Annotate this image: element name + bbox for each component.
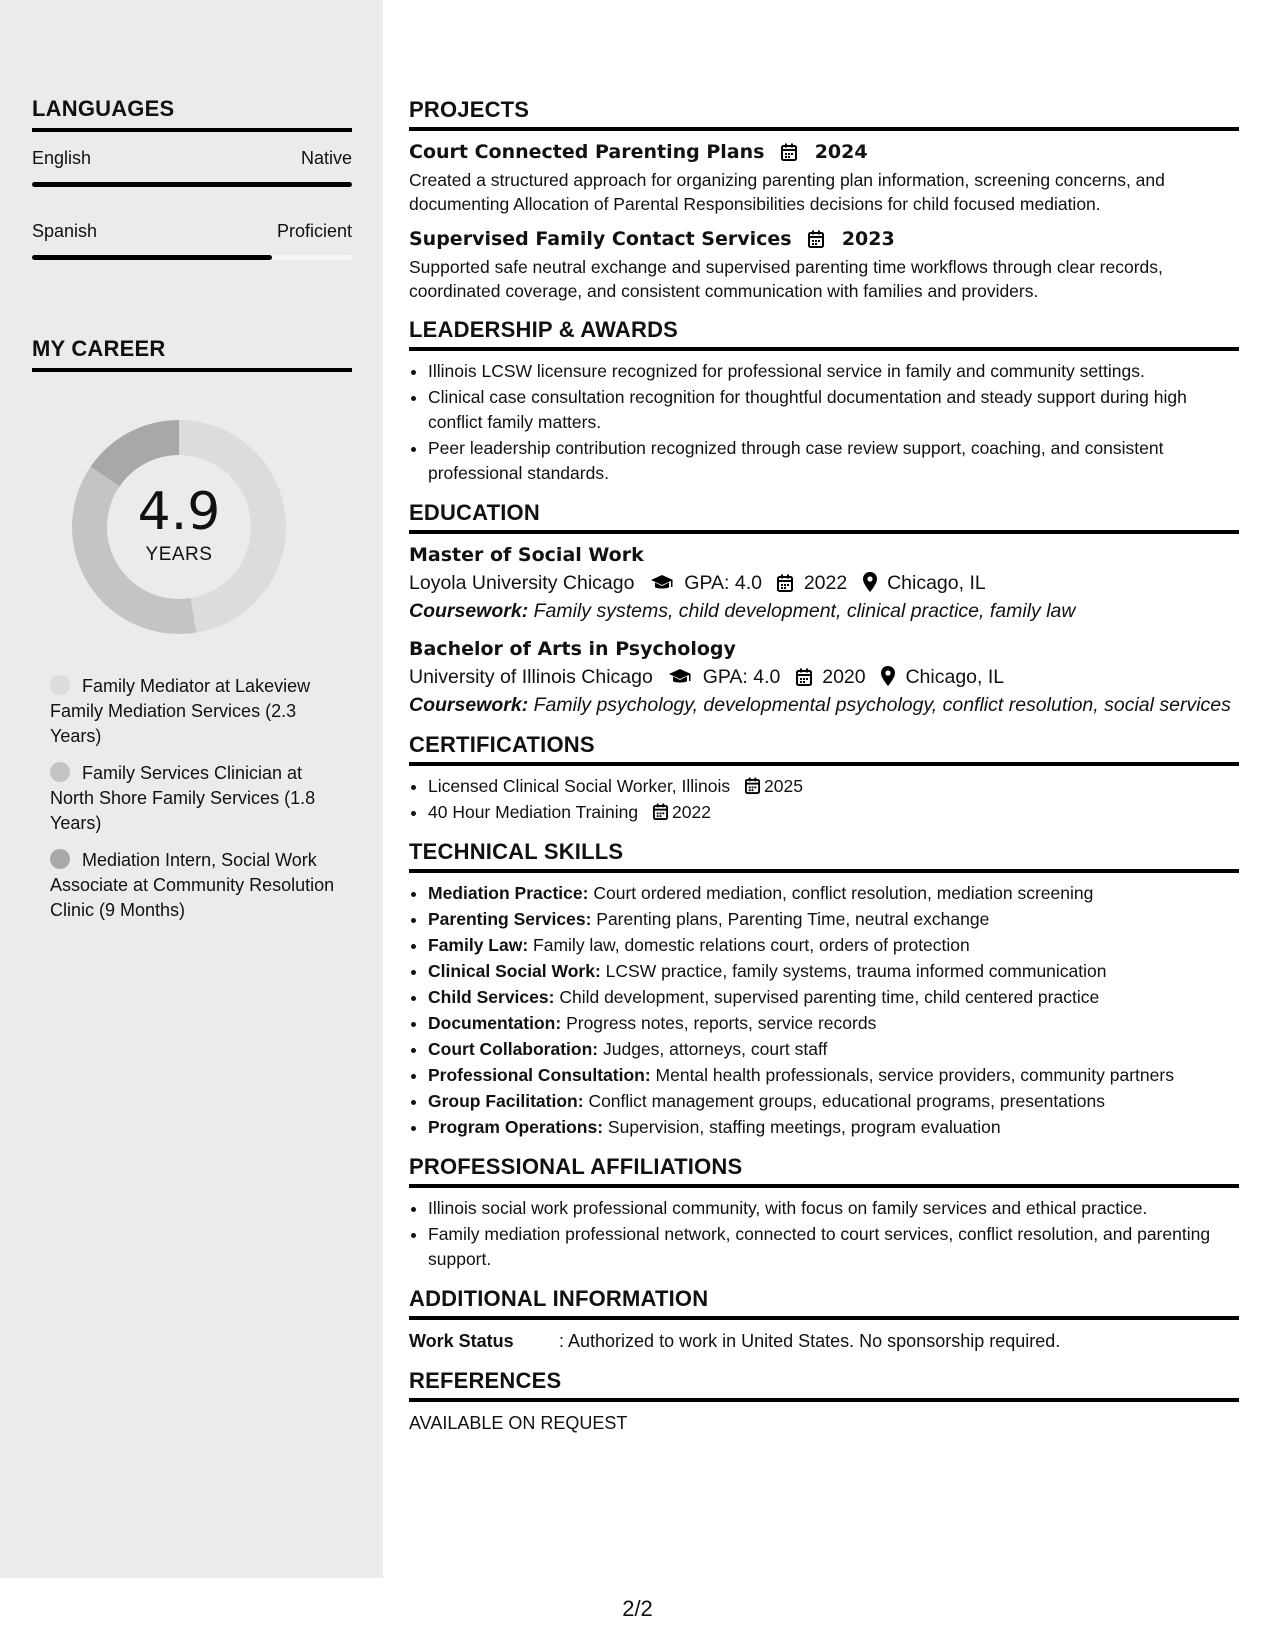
language-name: English xyxy=(32,148,92,168)
calendar-icon xyxy=(777,574,793,592)
skill-label: Family Law: xyxy=(428,935,529,955)
language-proficiency-fill xyxy=(32,255,272,260)
language-proficiency-bar xyxy=(32,182,352,187)
skill-value: Supervision, staffing meetings, program evaluation xyxy=(607,1117,1001,1137)
coursework xyxy=(409,598,1239,624)
sidebar xyxy=(0,0,383,1578)
calendar-icon xyxy=(745,777,760,794)
references-text: AVAILABLE ON REQUEST xyxy=(409,1413,628,1433)
project-title: Supervised Family Contact Services xyxy=(409,228,792,250)
list-item xyxy=(428,800,1239,825)
skill-label: Clinical Social Work: xyxy=(428,961,601,981)
leadership-list xyxy=(409,359,1239,486)
certification-name: Licensed Clinical Social Worker, Illinois xyxy=(428,776,731,796)
calendar-icon xyxy=(808,230,824,248)
skill-label: Group Facilitation: xyxy=(428,1091,584,1111)
leadership-heading: LEADERSHIP & AWARDS xyxy=(409,317,1239,351)
education-item xyxy=(409,542,1239,624)
education-heading: EDUCATION xyxy=(409,500,1239,534)
projects-section xyxy=(409,97,1239,303)
references-heading: REFERENCES xyxy=(409,1368,1239,1402)
project-year: 2023 xyxy=(841,228,895,250)
career-legend-label: Mediation Intern, Social Work Associate at Community Resolution Clinic (9 Months) xyxy=(50,850,335,920)
coursework-text: Family psychology, developmental psychology, conflict resolution, social services xyxy=(533,694,1231,716)
certifications-section xyxy=(409,732,1239,825)
list-item xyxy=(428,959,1239,984)
certification-year: 2022 xyxy=(672,802,711,822)
project-description: Supported safe neutral exchange and supervised parenting time workflows through clear records, coordinated coverage, and consistent communication with families and providers. xyxy=(409,257,1163,301)
skill-value: Mental health professionals, service providers, community partners xyxy=(655,1065,1174,1085)
career-heading: MY CAREER xyxy=(32,336,352,372)
skill-label: Court Collaboration: xyxy=(428,1039,599,1059)
skill-label: Professional Consultation: xyxy=(428,1065,651,1085)
list-item xyxy=(428,1089,1239,1114)
career-legend xyxy=(50,674,335,935)
languages-heading: LANGUAGES xyxy=(32,96,352,132)
skill-value: Parenting plans, Parenting Time, neutral exchange xyxy=(596,909,990,929)
language-proficiency-bar xyxy=(32,255,352,260)
language-level: Native xyxy=(300,148,352,168)
list-item xyxy=(428,907,1239,932)
skill-value: Child development, supervised parenting time, child centered practice xyxy=(559,987,1100,1007)
career-legend-item xyxy=(50,848,335,923)
list-item: • Clinical case consultation recognition for thoughtful documentation and steady support during high conflict family matters. xyxy=(428,385,1239,435)
project-year: 2024 xyxy=(814,141,868,163)
certification-name: 40 Hour Mediation Training xyxy=(428,802,639,822)
certifications-list xyxy=(409,774,1239,825)
legend-dot-icon xyxy=(50,675,70,695)
language-proficiency-fill xyxy=(32,182,352,187)
list-item xyxy=(428,1037,1239,1062)
work-status-row xyxy=(409,1328,1239,1354)
list-item: • Illinois LCSW licensure recognized for professional service in family and community settings. xyxy=(428,359,1239,384)
project-title: Court Connected Parenting Plans xyxy=(409,141,765,163)
skill-value: Judges, attorneys, court staff xyxy=(603,1039,828,1059)
education-item xyxy=(409,636,1239,718)
list-item xyxy=(428,774,1239,799)
degree-title: Bachelor of Arts in Psychology xyxy=(409,638,736,660)
gpa: GPA: 4.0 xyxy=(684,572,762,594)
school-name: University of Illinois Chicago xyxy=(409,666,653,688)
graduation-year: 2022 xyxy=(803,572,848,594)
list-item xyxy=(428,1063,1239,1088)
skill-label: Mediation Practice: xyxy=(428,883,589,903)
skill-label: Child Services: xyxy=(428,987,555,1007)
skill-label: Program Operations: xyxy=(428,1117,604,1137)
career-legend-item xyxy=(50,761,335,836)
main-content xyxy=(409,97,1239,1450)
languages-section xyxy=(32,96,352,260)
gpa: GPA: 4.0 xyxy=(702,666,781,688)
coursework xyxy=(409,692,1239,718)
career-total-value: 4.9 xyxy=(137,482,221,542)
leadership-section xyxy=(409,317,1239,486)
skill-value: Family law, domestic relations court, orders of protection xyxy=(533,935,970,955)
coursework-label: Coursework: xyxy=(409,600,529,622)
project-item xyxy=(409,226,1239,303)
graduation-year: 2020 xyxy=(822,666,866,688)
location-pin-icon xyxy=(881,666,895,686)
list-item: • Illinois social work professional community, with focus on family services and ethical practice. xyxy=(428,1196,1239,1221)
career-total-label: YEARS xyxy=(145,544,213,565)
skills-list xyxy=(409,881,1239,1140)
legend-dot-icon xyxy=(50,762,70,782)
skill-label: Parenting Services: xyxy=(428,909,592,929)
page-number: 2/2 xyxy=(622,1596,653,1621)
project-description: Created a structured approach for organizing parenting plan information, screening concerns, and documenting Allocation of Parental Responsibilities decisions for child focused mediation. xyxy=(409,170,1165,214)
career-legend-item xyxy=(50,674,335,749)
degree-title: Master of Social Work xyxy=(409,544,644,566)
skill-value: Conflict management groups, educational programs, presentations xyxy=(588,1091,1105,1111)
school-location: Chicago, IL xyxy=(905,666,1005,688)
affiliations-section xyxy=(409,1154,1239,1272)
work-status-label: Work Status xyxy=(409,1331,514,1351)
affiliations-list xyxy=(409,1196,1239,1272)
education-section xyxy=(409,500,1239,718)
list-item xyxy=(428,881,1239,906)
list-item: • Family mediation professional network, connected to court services, conflict resolution, and parenting support. xyxy=(428,1222,1239,1272)
additional-info-section xyxy=(409,1286,1239,1354)
project-item xyxy=(409,139,1239,216)
language-level: Proficient xyxy=(276,221,352,241)
skill-value: LCSW practice, family systems, trauma informed communication xyxy=(605,961,1107,981)
language-item xyxy=(32,221,352,260)
affiliations-heading: PROFESSIONAL AFFILIATIONS xyxy=(409,1154,1239,1188)
school-name: Loyola University Chicago xyxy=(409,572,635,594)
location-pin-icon xyxy=(863,572,877,592)
skill-value: Progress notes, reports, service records xyxy=(566,1013,877,1033)
list-item xyxy=(428,1011,1239,1036)
calendar-icon xyxy=(796,668,812,686)
language-name: Spanish xyxy=(32,221,98,241)
career-section xyxy=(32,336,352,372)
list-item xyxy=(428,933,1239,958)
language-item xyxy=(32,148,352,187)
list-item: • Peer leadership contribution recognized through case review support, coaching, and consistent professional standards. xyxy=(428,436,1239,486)
skill-label: Documentation: xyxy=(428,1013,562,1033)
graduation-cap-icon xyxy=(668,668,692,686)
coursework-label: Coursework: xyxy=(409,694,529,716)
calendar-icon xyxy=(781,143,797,161)
skills-section xyxy=(409,839,1239,1140)
calendar-icon xyxy=(653,803,668,820)
graduation-cap-icon xyxy=(650,574,674,592)
legend-dot-icon xyxy=(50,849,70,869)
list-item xyxy=(428,1115,1239,1140)
certifications-heading: CERTIFICATIONS xyxy=(409,732,1239,766)
school-location: Chicago, IL xyxy=(887,572,986,594)
list-item xyxy=(428,985,1239,1010)
career-legend-label: Family Mediator at Lakeview Family Mediation Services (2.3 Years) xyxy=(50,676,311,746)
references-section xyxy=(409,1368,1239,1436)
career-donut-chart xyxy=(64,412,294,642)
additional-info-heading: ADDITIONAL INFORMATION xyxy=(409,1286,1239,1320)
coursework-text: Family systems, child development, clinical practice, family law xyxy=(533,600,1076,622)
projects-heading: PROJECTS xyxy=(409,97,1239,131)
skill-value: Court ordered mediation, conflict resolution, mediation screening xyxy=(593,883,1094,903)
career-legend-label: Family Services Clinician at North Shore Family Services (1.8 Years) xyxy=(50,763,316,833)
certification-year: 2025 xyxy=(764,776,803,796)
work-status-value: : Authorized to work in United States. No sponsorship required. xyxy=(559,1331,1061,1351)
skills-heading: TECHNICAL SKILLS xyxy=(409,839,1239,873)
